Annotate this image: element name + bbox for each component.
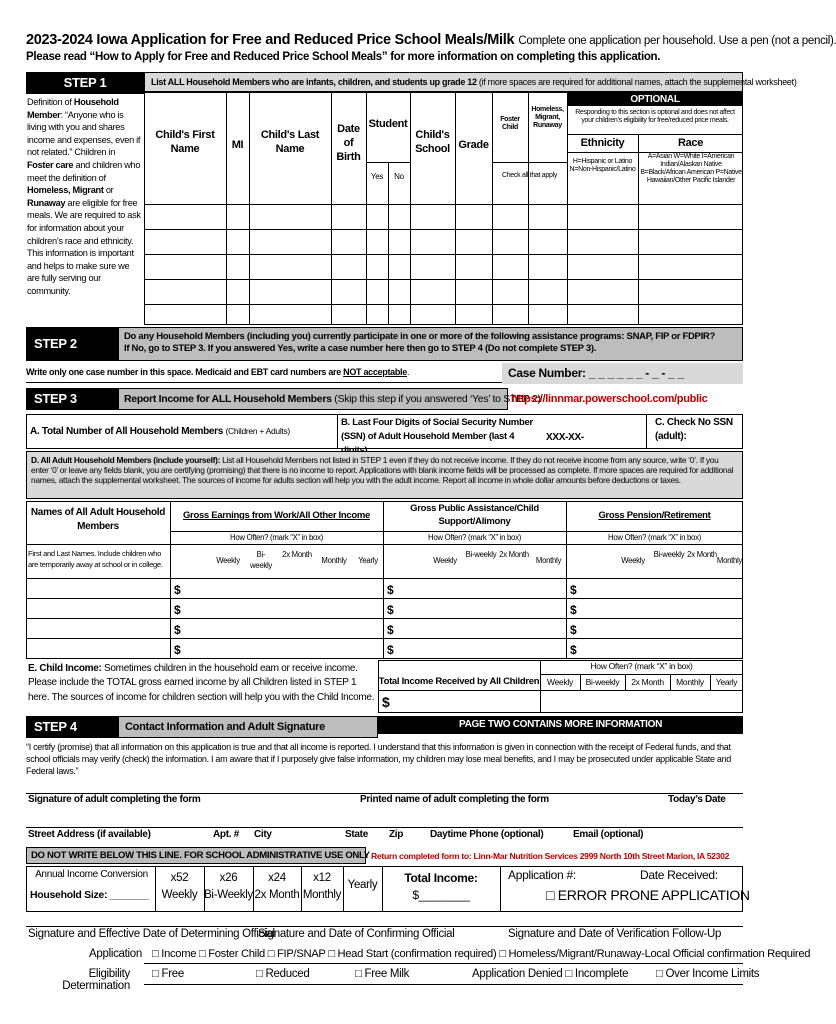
- names-header: Names of All Adult Household Members: [30, 507, 166, 532]
- freq-biweekly: Bi-weekly: [249, 550, 273, 570]
- step1-instruction: List ALL Household Members who are infants, children, and students up grade 12: [151, 77, 477, 87]
- step4-label: STEP 4: [26, 716, 118, 738]
- household-size[interactable]: Household Size: _______: [30, 889, 149, 901]
- elig-free-milk[interactable]: □ Free Milk: [355, 968, 410, 980]
- child-row[interactable]: [144, 229, 743, 230]
- col-dob: Date of Birth: [336, 123, 361, 163]
- signature-label: Signature of adult completing the form: [28, 794, 201, 805]
- title-note: Complete one application per household. Use a pen (not a pencil).: [518, 35, 836, 47]
- pension-header: Gross Pension/Retirement: [598, 510, 711, 521]
- page-two-banner: PAGE TWO CONTAINS MORE INFORMATION: [378, 716, 743, 734]
- freq-2x-month: 2x Month: [499, 550, 529, 559]
- elig-denied-incomplete[interactable]: Application Denied □ Incomplete: [472, 968, 629, 980]
- street-label: Street Address (if available): [28, 829, 151, 840]
- child-freq-monthly[interactable]: Monthly: [676, 677, 704, 687]
- earnings-header: Gross Earnings from Work/All Other Income: [182, 510, 371, 521]
- optional-note: Responding to this section is optional and does not affect your children’s eligibility for free/reduced price meals.: [575, 109, 735, 124]
- email-label: Email (optional): [573, 829, 644, 840]
- todays-date-label: Today’s Date: [668, 794, 726, 805]
- step1-label: STEP 1: [26, 72, 144, 94]
- step2-question-box: [118, 327, 743, 361]
- child-freq-weekly[interactable]: Weekly: [547, 677, 573, 687]
- adult-members-instructions: D. All Adult Household Members (include yourself): List all Household Members not listed in STEP 1 even if they do not receive income. If they do not receive income from any source, write ‘0’. If you enter ‘0’ or leave any fields blank, you are certifying (promising) that there is no income to report. Applications with blank income fields will be processed as complete. If more spaces are required for additional names, attach the supplemental worksheet. The sources of income for adults section will help you with the adult income. Report all income in whole dollar amounts before deductions or taxes.: [26, 451, 743, 499]
- return-address: Return completed form to: Linn-Mar Nutrition Services 2999 North 10th Street Marion, IA 52302: [371, 851, 730, 861]
- powerschool-link[interactable]: https://linnmar.powerschool.com/public: [511, 393, 708, 405]
- ssn-label: B. Last Four Digits of Social Security Number (SSN) of Adult Household Member (last 4: [341, 417, 533, 442]
- city-label: City: [254, 829, 272, 840]
- col-student-yes: Yes: [370, 172, 384, 181]
- error-prone-checkbox[interactable]: □ ERROR PRONE APPLICATION: [546, 887, 750, 903]
- col-check-all: Check all that apply: [501, 172, 558, 179]
- freq-biweekly: Bi-weekly: [465, 550, 497, 559]
- certification-text: “I certify (promise) that all information on this application is true and that all income is reported. I understand that this information is given in connection with the receipt of Federal funds, and that school officials may verify (check) the information. I am aware that if I purposely give false information, my children may lose meal benefits, and I may be prosecuted under applicable State and Federal laws.”: [26, 742, 732, 776]
- how-often-earnings: How Often? (mark “X” in box): [230, 533, 323, 542]
- total-income-field[interactable]: Total Income: $________: [404, 871, 478, 902]
- step1-instruction-bar: [144, 72, 797, 92]
- dollar-sign: $: [570, 623, 577, 637]
- eligibility-label: Eligibility Determination: [62, 968, 130, 992]
- step3-title-note: (Skip this step if you answered ‘Yes’ to STEP 2): [334, 393, 541, 405]
- child-row[interactable]: [144, 279, 743, 280]
- freq-weekly: Weekly: [433, 556, 457, 565]
- address-line[interactable]: [26, 827, 743, 828]
- apt-label: Apt. #: [213, 829, 239, 840]
- dollar-sign: $: [570, 643, 577, 657]
- col-last-name: Child's Last Name: [260, 129, 320, 155]
- child-freq-yearly[interactable]: Yearly: [715, 677, 738, 687]
- child-row[interactable]: [144, 254, 743, 255]
- step3-title: Report Income for ALL Household Members: [124, 393, 332, 405]
- freq-2x-month: 2x Month: [282, 550, 312, 559]
- step3-title-box: [118, 388, 541, 410]
- dollar-sign: $: [570, 603, 577, 617]
- freq-monthly: Monthly: [535, 556, 562, 565]
- step2-answer-note: If No, go to STEP 3. If you answered Yes, write a case number here then go to STEP 4 (Do not complete STEP 3).: [124, 342, 597, 354]
- col-homeless: Homeless, Migrant, Runaway: [531, 106, 564, 129]
- col-school: Child's School: [415, 129, 450, 155]
- sig-verification[interactable]: Signature and Date of Verification Follow-Up: [508, 928, 722, 940]
- phone-label: Daytime Phone (optional): [430, 829, 544, 840]
- freq-monthly: Monthly: [716, 556, 743, 565]
- child-row[interactable]: [144, 304, 743, 305]
- step3-label: STEP 3: [26, 388, 118, 410]
- step1-instruction-note: (if more spaces are required for additional names, attach the supplemental worksheet): [478, 77, 797, 87]
- zip-label: Zip: [389, 829, 404, 840]
- case-number-mask: _ _ _ _ _ _ - _ - _ _: [588, 366, 684, 380]
- col-grade: Grade: [458, 139, 489, 151]
- child-freq-2x[interactable]: 2x Month: [631, 677, 664, 687]
- dollar-sign: $: [174, 643, 181, 657]
- state-label: State: [345, 829, 368, 840]
- col-mi: MI: [231, 139, 244, 151]
- freq-weekly: Weekly: [216, 556, 240, 565]
- elig-over-income[interactable]: □ Over Income Limits: [656, 968, 760, 980]
- col-student-no: No: [394, 172, 404, 181]
- no-ssn-checkbox[interactable]: C. Check No SSN (adult):: [655, 417, 733, 442]
- child-income-text: E. Child Income: Sometimes children in the household earn or receive income. Please include the TOTAL gross earned income by all Children listed in STEP 1 here. The sources of income for children section will help you with the Child Income.: [28, 663, 375, 703]
- dollar-sign: $: [387, 603, 394, 617]
- adult-row[interactable]: [26, 598, 743, 599]
- optional-banner: OPTIONAL: [567, 93, 743, 106]
- col-foster: Foster Child: [500, 116, 520, 131]
- col-ethnicity: Ethnicity: [580, 137, 625, 149]
- how-often-public: How Often? (mark “X” in box): [428, 533, 521, 542]
- child-freq-biweekly[interactable]: Bi-weekly: [585, 677, 620, 687]
- step4-title: Contact Information and Adult Signature: [118, 716, 378, 738]
- ethnicity-options: H=Hispanic or Latino N=Non-Hispanic/Latino: [569, 158, 636, 173]
- names-note: First and Last Names. Include children who are temporarily away at school or in college.: [28, 549, 163, 569]
- do-not-write-banner: DO NOT WRITE BELOW THIS LINE. FOR SCHOOL ADMINISTRATIVE USE ONLY: [26, 847, 366, 864]
- application-label: Application: [89, 948, 142, 960]
- freq-monthly: Monthly: [321, 556, 347, 565]
- step2-label: STEP 2: [26, 327, 118, 361]
- freq-biweekly: Bi-weekly: [653, 550, 685, 559]
- col-race: Race: [677, 137, 704, 149]
- conv-yearly: Yearly: [347, 879, 378, 891]
- child-how-often: How Often? (mark “X” in box): [590, 661, 693, 671]
- child-table: [144, 92, 743, 325]
- case-note: Write only one case number in this space. Medicaid and EBT card numbers are NOT acceptable.: [26, 367, 410, 377]
- elig-reduced[interactable]: □ Reduced: [256, 968, 310, 980]
- dollar-sign: $: [174, 603, 181, 617]
- form-title-line: [26, 31, 836, 49]
- sig-confirming[interactable]: Signature and Date of Confirming Official: [258, 928, 455, 940]
- read-note: Please read “How to Apply for Free and Reduced Price School Meals” for more information on completing this application.: [26, 51, 661, 63]
- conv-weekly: x52 Weekly: [161, 872, 198, 901]
- case-number-field[interactable]: [502, 363, 743, 384]
- col-student: Student: [368, 118, 408, 130]
- dollar-sign: $: [174, 583, 181, 597]
- dollar-sign: $: [387, 583, 394, 597]
- elig-free[interactable]: □ Free: [152, 968, 184, 980]
- annual-income-conversion: Annual Income Conversion: [35, 869, 148, 880]
- conv-2x-month: x24 2x Month: [254, 872, 300, 901]
- freq-yearly: Yearly: [358, 556, 378, 565]
- conv-monthly: x12 Monthly: [302, 872, 342, 901]
- dollar-sign: $: [387, 623, 394, 637]
- race-options: A=Asian W=White I=American Indian/Alaskan Native B=Black/African American P=Native Hawaiian/Other Pacific Islander: [640, 153, 742, 184]
- conv-biweekly: x26 Bi-Weekly: [204, 872, 253, 901]
- case-number-label: Case Number:: [508, 366, 586, 380]
- total-members-field[interactable]: A. Total Number of All Household Members (Children + Adults): [30, 426, 290, 437]
- child-total-label: Total Income Received by All Children: [378, 676, 540, 687]
- how-often-pension: How Often? (mark “X” in box): [608, 533, 701, 542]
- household-definition: Definition of Household Member: “Anyone who is living with you and shares income and expenses, even if not related.” Children in Foster care and children who meet the definition of Homeless, Migrant or Runaway are eligible for free meals. We are required to ask for information about your children’s race and ethnicity. This information is important and helps to make sure we are fully serving our community.: [27, 97, 141, 296]
- printed-name-label: Printed name of adult completing the form: [360, 794, 549, 805]
- form-title: 2023-2024 Iowa Application for Free and Reduced Price School Meals/Milk: [26, 32, 515, 48]
- step2-question: Do any Household Members (including you) currently participate in one or more of the following assistance programs: SNAP, FIP or FDPIR?: [124, 331, 715, 342]
- application-options[interactable]: □ Income □ Foster Child □ FIP/SNAP □ Head Start (confirmation required) □ Homeless/Migrant/Runaway-Local Official confirmation Required: [152, 948, 811, 960]
- sig-determining[interactable]: Signature and Effective Date of Determining Official: [28, 928, 275, 940]
- date-received[interactable]: Date Received:: [640, 868, 718, 882]
- adult-row[interactable]: [26, 638, 743, 639]
- dollar-sign: $: [387, 643, 394, 657]
- dollar-sign: $: [174, 623, 181, 637]
- child-total-dollar[interactable]: $: [382, 694, 390, 710]
- ssn-mask[interactable]: XXX-XX-: [546, 432, 584, 443]
- application-number[interactable]: Application #:: [508, 868, 576, 882]
- freq-2x-month: 2x Month: [687, 550, 717, 559]
- public-assistance-header: Gross Public Assistance/Child Support/Alimony: [410, 503, 539, 527]
- col-first-name: Child's First Name: [155, 129, 215, 155]
- adult-row[interactable]: [26, 618, 743, 619]
- freq-weekly: Weekly: [621, 556, 645, 565]
- dollar-sign: $: [570, 583, 577, 597]
